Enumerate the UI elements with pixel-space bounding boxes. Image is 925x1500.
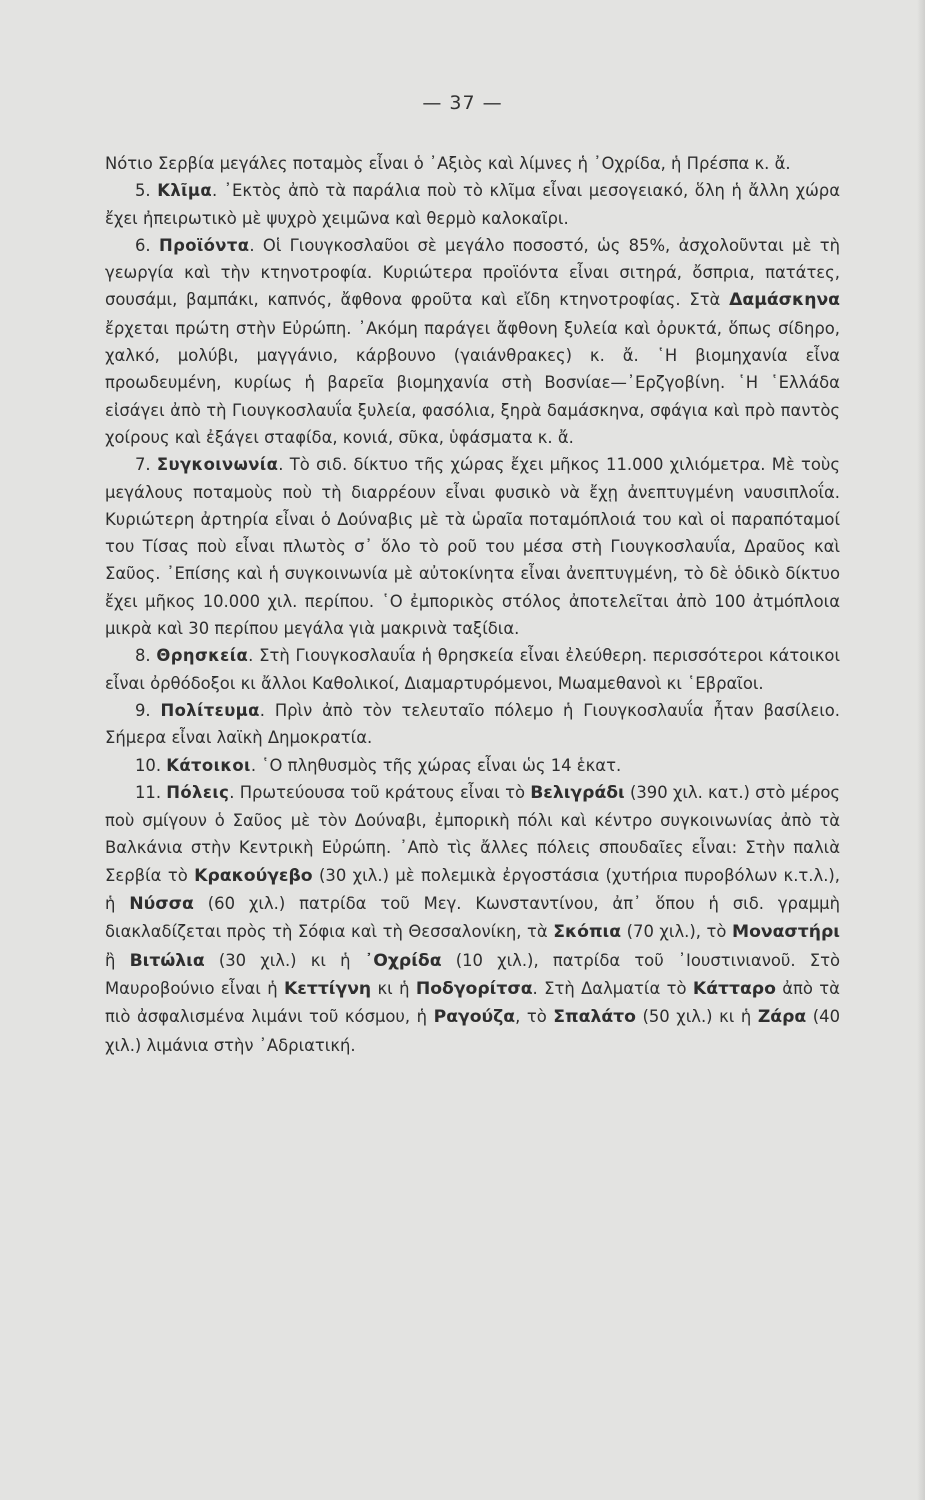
paragraph-text: (30 χιλ.) μὲ πολεμικὰ ἐργοστάσια (χυτήρια πυροβόλων κ.τ.λ.), ἡ (105, 865, 841, 914)
paragraph-text: ἔρχεται πρώτη στὴν Εὐρώπη. ᾿Ακόμη παράγει ἄφθονη ξυλεία καὶ ὀρυκτά, ὅπως σίδηρο, χαλκό, μολύβι, μαγγάνιο, κάρβουνο (γαιάνθρακες) κ. ἄ. ῾Η βιομηχανία εἶνα προωδευμένη, κυρίως ἡ βαρεῖα βιομηχανία στὴ Βοσνίαε—᾿Ερζγοβίνη. ῾Η ῾Ελλάδα εἰσάγει ἀπὸ τὴ Γιουγκοσλαυΐα ξυλεία, φασόλια, ξηρὰ δαμάσκηνα, σφάγια καὶ πρὸ παντὸς χοίρους καὶ ἐξάγει σταφίδα, κονιά, σῦκα, ὑφάσματα κ. ἄ. (105, 318, 840, 447)
section-heading: Προϊόντα (158, 235, 250, 255)
paragraph-text: . Πρὶν ἀπὸ τὸν τελευταῖο πόλεμο ἡ Γιουγκοσλαυΐα ἦταν βασίλειο. Σήμερα εἶναι λαϊκὴ Δημοκρατία. (105, 700, 840, 748)
place-name: ᾿Οχρίδα (364, 950, 442, 971)
place-name: Βιτώλια (129, 950, 205, 971)
paragraph-p8 (105, 642, 840, 697)
paragraph-p9 (105, 697, 840, 752)
paragraph-text: (50 χιλ.) κι ἡ (635, 1007, 758, 1027)
page-number: — 37 — (422, 92, 503, 114)
paragraph-text: 7. (135, 455, 157, 475)
paragraph-text: ἢ (105, 950, 130, 970)
place-name: Δαμάσκηνα (729, 290, 840, 311)
paragraph-text: . ᾿Εκτὸς ἀπὸ τὰ παράλια ποὺ τὸ κλῖμα εἶναι μεσογειακό, ὅλη ἡ ἄλλη χώρα ἔχει ἠπειρωτικὸ μὲ ψυχρὸ χειμῶνα καὶ θερμὸ καλοκαῖρι. (105, 181, 840, 228)
paragraph-text: (40 χιλ.) λιμάνια στὴν ᾿Αδριατική. (105, 1007, 841, 1055)
place-name: Μοναστήρι (731, 922, 840, 943)
place-name: Βελιγράδι (530, 782, 625, 803)
paragraph-p6 (105, 232, 840, 451)
paragraph-p10 (105, 752, 840, 779)
place-name: Ραγούζα (433, 1007, 516, 1028)
place-name: Κρακούγεβο (194, 865, 313, 886)
paragraph-text: (10 χιλ.), πατρίδα τοῦ ᾿Ιουστινιανοῦ. Στὸ Μαυροβούνιο εἶναι ἡ (105, 950, 840, 998)
paragraph-text: Νότιο Σερβία μεγάλες ποταμὸς εἶναι ὁ ᾿Αξιὸς καὶ λίμνες ἡ ᾿Οχρίδα, ἡ Πρέσπα κ. ἄ. (105, 154, 791, 173)
paragraph-p5 (105, 177, 840, 232)
section-heading: Κλῖμα (157, 181, 213, 201)
paragraph-text: (30 χιλ.) κι ἡ (204, 950, 365, 970)
place-name: Ζάρα (757, 1007, 807, 1028)
paragraph-text: . Τὸ σιδ. δίκτυο τῆς χώρας ἔχει μῆκος 11.000 χιλιόμετρα. Μὲ τοὺς μεγάλους ποταμοὺς ποὺ τὴ διαρρέουν εἶναι φυσικὸ νὰ ἔχῃ ἀνεπτυγμένη ναυσιπλοΐα. Κυριώτερη ἀρτηρία εἶναι ὁ Δούναβις μὲ τὰ ὡραῖα ποταμόπλοιά του καὶ οἱ παραπόταμοί του Τίσας ποὺ εἶναι πλωτὸς σ᾿ ὅλο τὸ ροῦ του μέσα στὴ Γιουγκοσλαυΐα, Δραῦος καὶ Σαῦος. ᾿Επίσης καὶ ἡ συγκοινωνία μὲ αὐτοκίνητα εἶναι ἀνεπτυγμένη, τὸ δὲ ὁδικὸ δίκτυο ἔχει μῆκος 10.000 χιλ. περίπου. ῾Ο ἐμπορικὸς στόλος ἀποτελεῖται ἀπὸ 100 ἀτμόπλοια μικρὰ καὶ 30 περίπου μεγάλα γιὰ μακρινὰ ταξίδια. (105, 455, 840, 639)
paragraph-text: 10. (135, 755, 167, 775)
paragraph-text: . Πρωτεύουσα τοῦ κράτους εἶναι τὸ (229, 782, 531, 802)
paragraph-text: (70 χιλ.), τὸ (621, 922, 732, 942)
place-name: Σκόπια (553, 922, 622, 943)
section-heading: Συγκοινωνία (156, 455, 279, 475)
paragraph-text: (390 χιλ. κατ.) στὸ μέρος ποὺ σμίγουν ὁ Σαῦος μὲ τὸν Δούναβι, ἐμπορικὴ πόλι καὶ κέντρο συγκοινωνίας ἀπὸ τὰ Βαλκάνια στὴν Κεντρικὴ Εὐρώπη. ᾿Απὸ τὶς ἄλλες πόλεις σπουδαῖες εἶναι: Στὴν παλιὰ Σερβία τὸ (105, 782, 840, 885)
paragraph-text: . ῾Ο πληθυσμὸς τῆς χώρας εἶναι ὡς 14 ἑκατ. (250, 755, 622, 775)
section-heading: Πολίτευμα (160, 700, 260, 720)
paragraph-text: 11. (135, 782, 167, 802)
paragraph-text: , τὸ (515, 1007, 554, 1027)
place-name: Κάτταρο (692, 978, 776, 999)
paragraph-p7 (105, 451, 840, 642)
place-name: Σπαλάτο (553, 1007, 636, 1028)
paragraph-text: (60 χιλ.) πατρίδα τοῦ Μεγ. Κωνσταντίνου, ἀπ᾿ ὅπου ἡ σιδ. γραμμὴ διακλαδίζεται πρὸς τὴ Σόφια καὶ τὴ Θεσσαλονίκη, τὰ (105, 894, 840, 942)
text-column (105, 150, 840, 1059)
place-name: Νύσσα (129, 894, 194, 915)
section-heading: Θρησκεία (156, 646, 249, 666)
paragraph-p11 (105, 779, 840, 1059)
paragraph-text: . Οἱ Γιουγκοσλαῦοι σὲ μεγάλο ποσοστό, ὡς 85%, ἀσχολοῦνται μὲ τὴ γεωργία καὶ τὴν κτηνοτροφία. Κυριώτερα προϊόντα εἶναι σιτηρά, ὄσπρια, πατάτες, σουσάμι, βαμπάκι, καπνός, ἄφθονα φροῦτα καὶ εἴδη κτηνοτροφίας. Στὰ (105, 235, 840, 310)
section-heading: Πόλεις (166, 782, 230, 802)
place-name: Ποδγορίτσα (415, 978, 533, 999)
paragraph-p0 (105, 150, 840, 177)
paragraph-text: 8. (135, 646, 157, 666)
paragraph-text: ἀπὸ τὰ πιὸ ἀσφαλισμένα λιμάνι τοῦ κόσμου, ἡ (105, 978, 840, 1027)
paragraph-text: . Στὴ Δαλματία τὸ (532, 978, 693, 998)
section-heading: Κάτοικοι (166, 755, 251, 775)
page-edge (917, 0, 925, 1500)
paragraph-text: 9. (135, 700, 161, 720)
paragraph-text: 6. (135, 235, 159, 255)
paragraph-text: κι ἡ (371, 978, 416, 998)
paragraph-text: . Στὴ Γιουγκοσλαυΐα ἡ θρησκεία εἶναι ἐλεύθερη. περισσότεροι κάτοικοι εἶναι ὀρθόδοξοι κι ἄλλοι Καθολικοί, Διαμαρτυρόμενοι, Μωαμεθανοὶ κι ῾Εβραῖοι. (105, 646, 840, 693)
paragraph-text: 5. (135, 181, 158, 201)
place-name: Κεττίγνη (283, 978, 372, 999)
